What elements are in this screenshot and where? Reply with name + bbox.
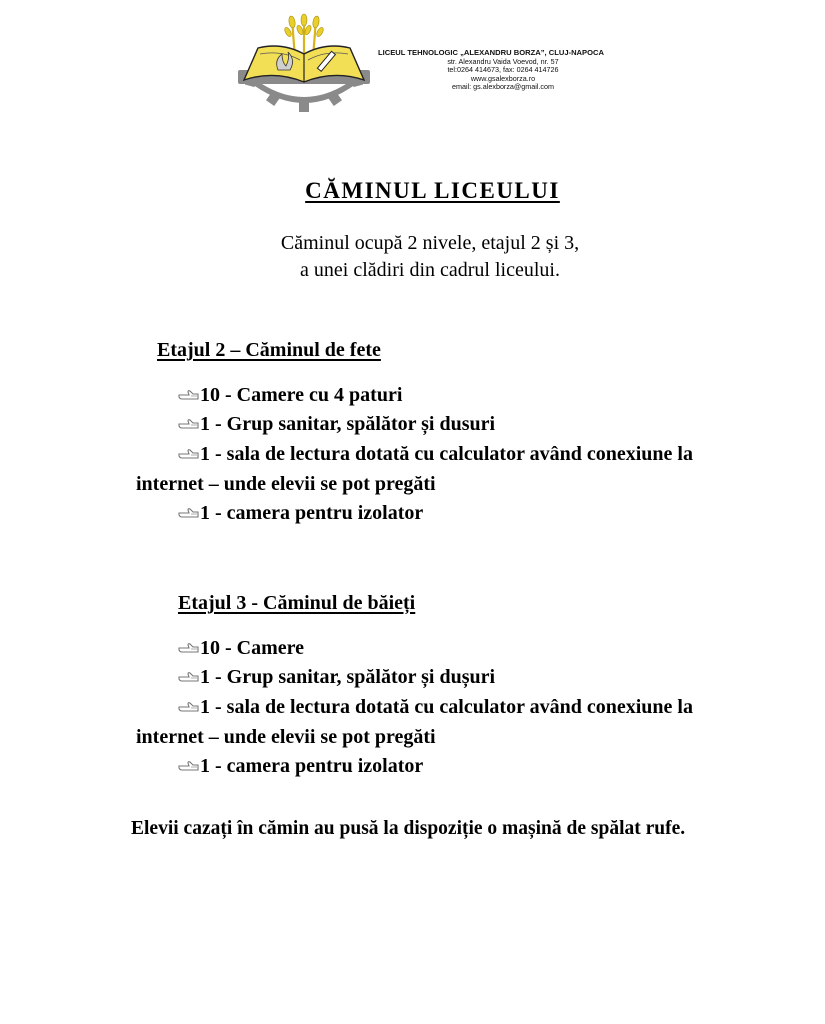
floor2-item: 1 - camera pentru izolator (178, 502, 423, 525)
school-name: LICEUL TEHNOLOGIC „ALEXANDRU BORZA”, CLUJ-NAPOCA (378, 48, 604, 57)
hand-pointing-icon (178, 698, 200, 714)
page-title: CĂMINUL LICEULUI (305, 178, 560, 203)
footer-note: Elevii cazați în cămin au pusă la dispoziție o mașină de spălat rufe. (131, 818, 686, 839)
school-logo (238, 10, 370, 112)
hand-pointing-icon (178, 415, 200, 431)
floor3-item: 10 - Camere (178, 637, 304, 660)
hand-pointing-icon (178, 386, 200, 402)
hand-pointing-icon (178, 757, 200, 773)
school-address: str. Alexandru Vaida Voevod, nr. 57 (447, 56, 559, 66)
intro-line-2: a unei clădiri din cadrul liceului. (300, 259, 560, 281)
floor2-heading: Etajul 2 – Căminul de fete (157, 339, 381, 361)
floor2-item: 1 - Grup sanitar, spălător și dusuri (178, 413, 495, 436)
floor3-item: 1 - Grup sanitar, spălător și dușuri (178, 666, 495, 689)
floor2-item: 1 - sala de lectura dotată cu calculator având conexiune la (178, 443, 693, 466)
floor2-item: 10 - Camere cu 4 paturi (178, 384, 402, 407)
school-email: email: gs.alexborza@gmail.com (452, 82, 554, 92)
hand-pointing-icon (178, 445, 200, 461)
floor2-item-continuation: internet – unde elevii se pot pregăti (136, 473, 436, 495)
hand-pointing-icon (178, 639, 200, 655)
hand-pointing-icon (178, 504, 200, 520)
floor3-item-continuation: internet – unde elevii se pot pregăti (136, 726, 436, 748)
floor3-item: 1 - camera pentru izolator (178, 755, 423, 778)
intro-text (0, 230, 825, 284)
hand-pointing-icon (178, 668, 200, 684)
letterhead (378, 49, 628, 92)
floor3-heading: Etajul 3 - Căminul de băieți (178, 592, 416, 614)
school-phone-fax: tel:0264 414673, fax: 0264 414726 (447, 65, 559, 75)
school-website: www.gsalexborza.ro (470, 73, 536, 83)
intro-line-1: Căminul ocupă 2 nivele, etajul 2 și 3, (280, 232, 580, 254)
floor3-item: 1 - sala de lectura dotată cu calculator având conexiune la (178, 696, 693, 719)
